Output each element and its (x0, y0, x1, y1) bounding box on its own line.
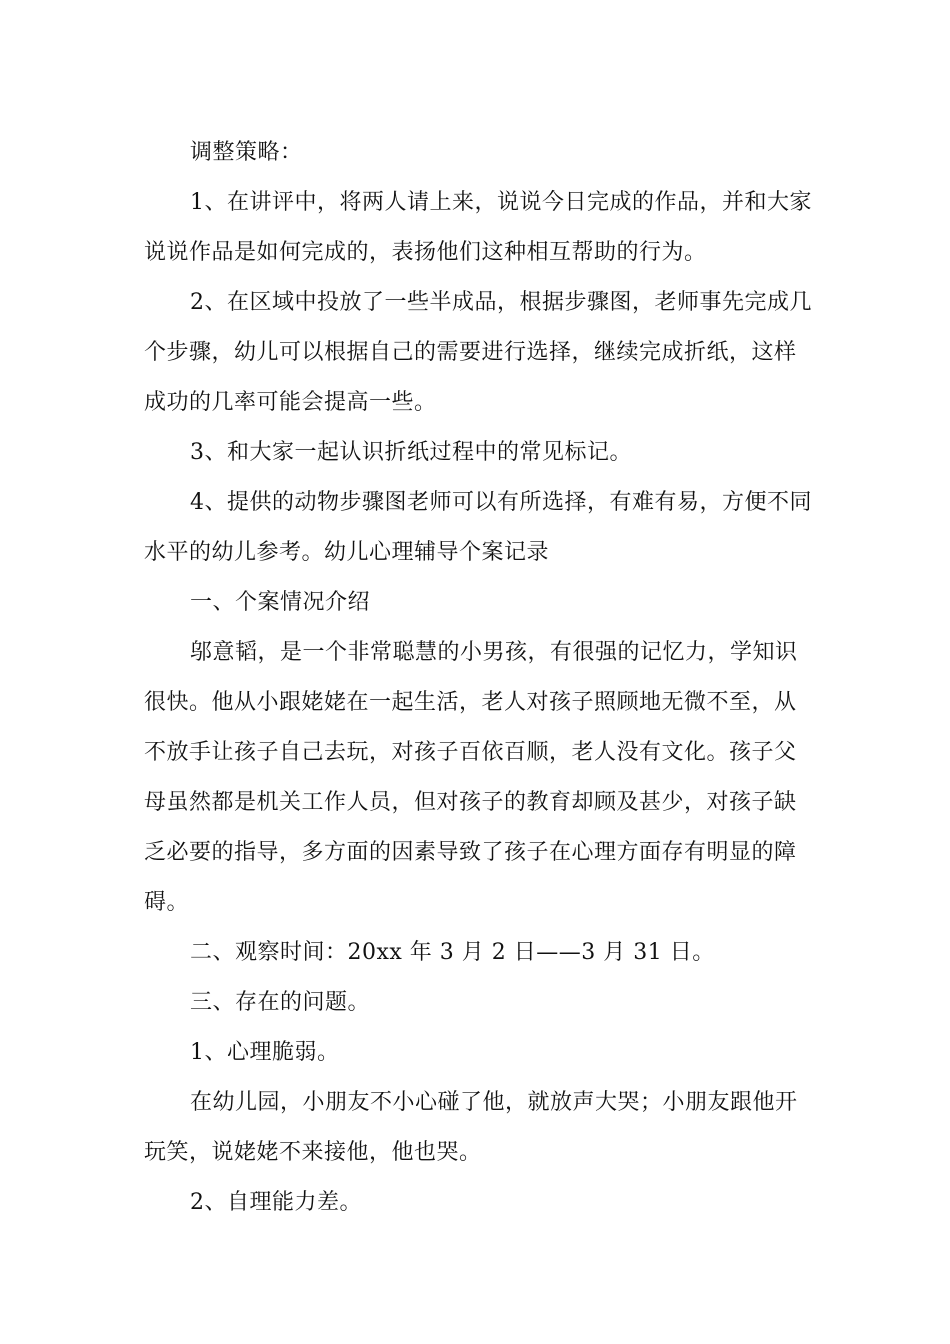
text-line: 母虽然都是机关工作人员，但对孩子的教育却顾及甚少，对孩子缺 (144, 790, 797, 815)
text-line: 二、观察时间：20xx 年 3 月 2 日——3 月 31 日。 (190, 940, 715, 965)
text-line: 4、提供的动物步骤图老师可以有所选择，有难有易，方便不同 (190, 490, 812, 515)
paragraph-strategy-heading (144, 128, 809, 178)
text-line: 2、在区域中投放了一些半成品，根据步骤图，老师事先完成几 (190, 290, 812, 315)
text-line: 成功的几率可能会提高一些。 (144, 390, 437, 415)
text-line: 说说作品是如何完成的，表扬他们这种相互帮助的行为。 (144, 240, 707, 265)
text-line: 2、自理能力差。 (190, 1190, 362, 1215)
paragraph-case-description (144, 628, 809, 928)
text-line: 水平的幼儿参考。幼儿心理辅导个案记录 (144, 540, 550, 565)
subheading-self-care-ability (144, 1178, 809, 1228)
text-line: 乏必要的指导，多方面的因素导致了孩子在心理方面存有明显的障 (144, 840, 797, 865)
text-line: 邬意韬，是一个非常聪慧的小男孩，有很强的记忆力，学知识 (190, 640, 798, 665)
section-heading-problems (144, 978, 809, 1028)
paragraph-fragility-detail (144, 1078, 809, 1178)
text-line: 玩笑，说姥姥不来接他，他也哭。 (144, 1140, 482, 1165)
text-line: 一、个案情况介绍 (190, 590, 371, 615)
subheading-psychological-fragility (144, 1028, 809, 1078)
text-line: 调整策略： (190, 140, 303, 165)
text-line: 3、和大家一起认识折纸过程中的常见标记。 (190, 440, 632, 465)
section-heading-case-intro (144, 578, 809, 628)
text-line: 1、心理脆弱。 (190, 1040, 340, 1065)
paragraph-strategy-4 (144, 478, 812, 578)
text-line: 碍。 (144, 890, 190, 915)
text-line: 很快。他从小跟姥姥在一起生活，老人对孩子照顾地无微不至，从 (144, 690, 797, 715)
text-line: 1、在讲评中，将两人请上来，说说今日完成的作品，并和大家 (190, 190, 812, 215)
text-line: 在幼儿园，小朋友不小心碰了他，就放声大哭；小朋友跟他开 (190, 1090, 798, 1115)
document-body (144, 128, 812, 1228)
paragraph-strategy-1 (144, 178, 812, 278)
text-line: 个步骤，幼儿可以根据自己的需要进行选择，继续完成折纸，这样 (144, 340, 797, 365)
section-heading-observation-time (144, 928, 809, 978)
text-line: 不放手让孩子自己去玩，对孩子百依百顺，老人没有文化。孩子父 (144, 740, 797, 765)
paragraph-strategy-2 (144, 278, 812, 428)
text-line: 三、存在的问题。 (190, 990, 371, 1015)
paragraph-strategy-3 (144, 428, 809, 478)
